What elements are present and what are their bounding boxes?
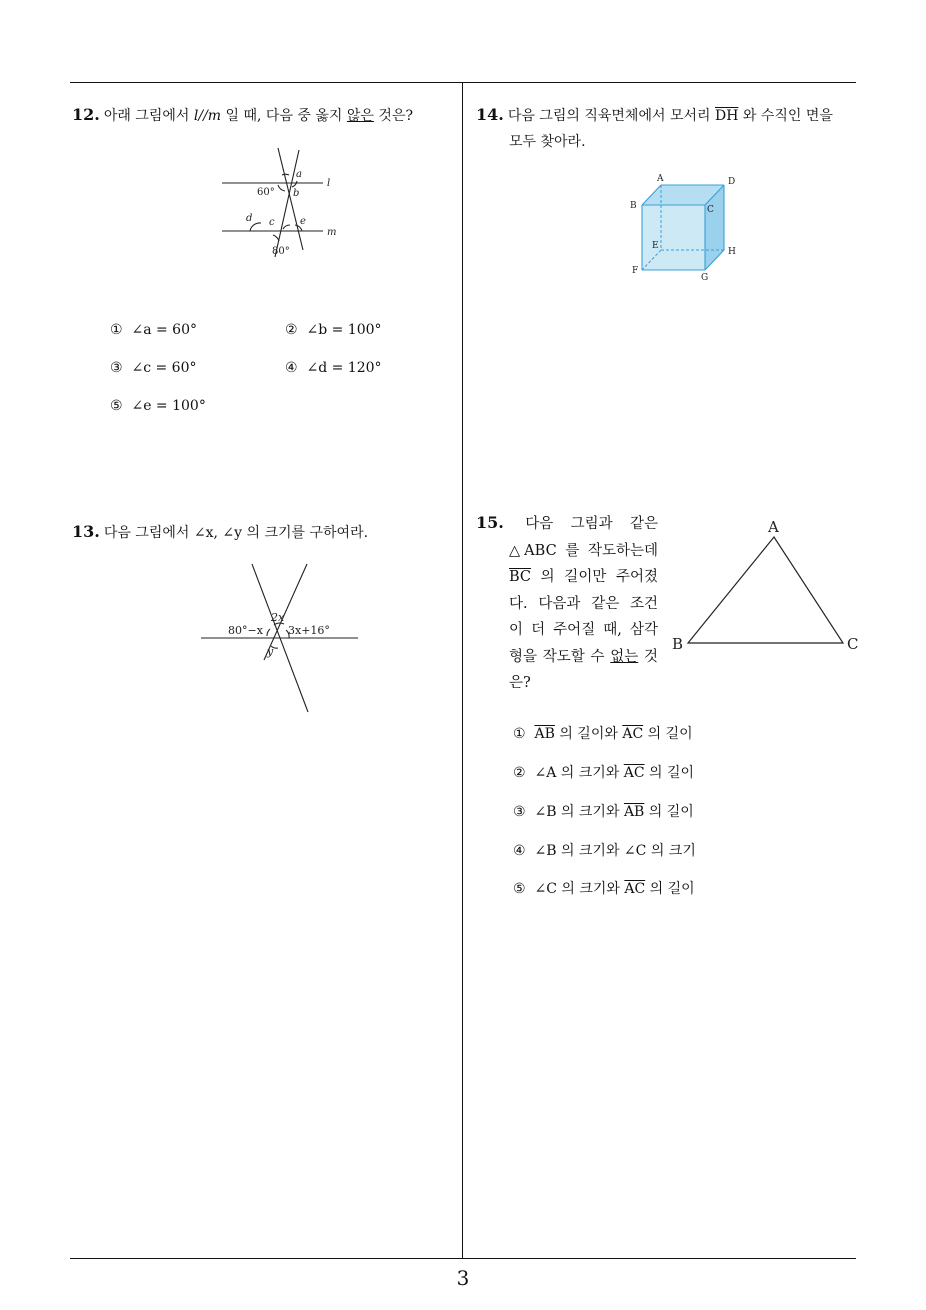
option-text: ∠C 의 크기와 [534, 881, 625, 897]
q15-option-3[interactable] [513, 801, 694, 821]
label-y: y [267, 645, 274, 658]
option-mark: ② [285, 322, 298, 338]
q12-option-4[interactable] [285, 360, 382, 376]
top-rule [70, 82, 856, 83]
option-mark: ③ [513, 804, 526, 820]
label-d: d [246, 213, 253, 224]
option-mark: ④ [513, 843, 526, 859]
option-text: ∠B 의 크기와 [534, 804, 624, 820]
triangle-abc [688, 537, 843, 643]
q15-triangle-figure [668, 515, 863, 660]
question-14-number: 14. [476, 105, 504, 124]
q12-option-5[interactable] [110, 398, 206, 414]
vertex-D: D [728, 177, 736, 187]
q15-option-5[interactable] [513, 878, 695, 898]
option-text: ∠e = 100° [131, 398, 206, 414]
option-text: 의 길이와 [554, 726, 623, 742]
column-divider [462, 82, 463, 1258]
option-mark: ① [110, 322, 123, 338]
q15-text-line5: 이 더 주어질 때, 삼각 [509, 622, 658, 638]
vertex-E: E [652, 241, 659, 251]
q15-text-line2: △ABC 를 작도하는데 [509, 542, 658, 559]
vertex-G: G [701, 273, 709, 283]
q12-text-post: 것은? [373, 108, 413, 124]
segment-ab: $\overline{AB}$ [534, 726, 555, 742]
option-text: ∠c = 60° [131, 360, 197, 376]
q15-option-2[interactable] [513, 762, 694, 782]
option-mark: ⑤ [513, 881, 526, 897]
option-text: 의 길이 [644, 765, 695, 781]
question-12-stem [72, 102, 413, 129]
transversal-1 [278, 148, 303, 250]
label-80-minus-x: 80°−x [228, 624, 263, 637]
q15-negation: 없는 [610, 648, 639, 665]
option-text: 의 길이 [645, 881, 695, 897]
q15-text-line1: 다음 그림과 같은 [525, 516, 658, 532]
option-text: ∠b = 100° [306, 322, 382, 338]
q14-text-pre: 다음 그림의 직육면체에서 모서리 [507, 108, 715, 124]
option-text: ∠B 의 크기와 ∠C 의 크기 [534, 843, 696, 859]
q12-condition: l//m [193, 108, 222, 124]
q12-negation: 않은 [346, 108, 374, 124]
vertex-H: H [728, 247, 736, 257]
label-a: a [296, 169, 302, 180]
question-12-number: 12. [72, 105, 100, 124]
label-60deg: 60° [257, 187, 275, 198]
label-3x-plus-16: 3x+16° [288, 624, 330, 637]
q14-text-line2: 모두 찾아라. [509, 134, 586, 150]
option-text: ∠d = 120° [306, 360, 382, 376]
option-text: ∠A 의 크기와 [534, 765, 624, 781]
question-13-number: 13. [72, 522, 100, 541]
triangle-vertex-A: A [768, 518, 779, 536]
label-m: m [327, 227, 337, 238]
q14-cuboid-figure [625, 170, 745, 285]
option-text: ∠a = 60° [131, 322, 197, 338]
q15-text-line4: 다. 다음과 같은 조건 [509, 595, 658, 612]
label-2x: 2x [271, 611, 285, 624]
segment-ac: $\overline{AC}$ [622, 726, 644, 742]
q15-text-line6a: 형을 작도할 수 [509, 648, 611, 665]
option-mark: ③ [110, 360, 123, 376]
bottom-rule [70, 1258, 856, 1259]
q15-option-4[interactable] [513, 840, 696, 860]
question-15-number: 15. [476, 513, 504, 532]
q15-text-line6c: 것 [638, 648, 658, 665]
q13-text: 다음 그림에서 ∠x, ∠y 의 크기를 구하여라. [103, 525, 369, 541]
q15-option-1[interactable] [513, 723, 693, 743]
option-mark: ① [513, 726, 526, 742]
q15-text-line3: 의 길이만 주어졌 [531, 569, 658, 585]
vertex-A: A [657, 174, 664, 184]
label-c: c [269, 217, 275, 228]
segment-ab: $\overline{AB}$ [623, 804, 645, 820]
label-b: b [293, 188, 300, 199]
option-text: 의 길이 [644, 804, 694, 820]
q14-edge-dh: $\overline{DH}$ [714, 108, 739, 124]
label-80deg: 80° [272, 246, 290, 257]
label-l: l [327, 178, 331, 189]
question-14-stem [476, 102, 861, 155]
q12-text-mid: 일 때, 다음 중 옳지 [221, 108, 347, 124]
question-15-stem [476, 510, 658, 697]
segment-ac: $\overline{AC}$ [624, 881, 646, 897]
q12-text-pre: 아래 그림에서 [103, 108, 194, 124]
option-mark: ② [513, 765, 526, 781]
q12-option-3[interactable] [110, 360, 197, 376]
triangle-vertex-C: C [847, 635, 859, 653]
question-13-stem [72, 519, 368, 546]
q12-option-1[interactable] [110, 322, 197, 338]
page-number: 3 [456, 1266, 470, 1290]
label-e: e [300, 216, 306, 227]
segment-ac: $\overline{AC}$ [623, 765, 645, 781]
q13-intersecting-lines-figure [198, 560, 363, 715]
q12-parallel-lines-figure [215, 145, 345, 265]
q14-text-post: 와 수직인 면을 [738, 108, 833, 124]
vertex-F: F [632, 266, 639, 276]
q15-segment-bc: $\overline{BC}$ [509, 569, 532, 585]
option-mark: ⑤ [110, 398, 123, 414]
q12-option-2[interactable] [285, 322, 382, 338]
vertex-B: B [630, 201, 637, 211]
option-text: 의 길이 [643, 726, 693, 742]
triangle-vertex-B: B [672, 635, 684, 653]
option-mark: ④ [285, 360, 298, 376]
vertex-C: C [707, 205, 714, 215]
q15-text-line7: 은? [509, 675, 531, 691]
